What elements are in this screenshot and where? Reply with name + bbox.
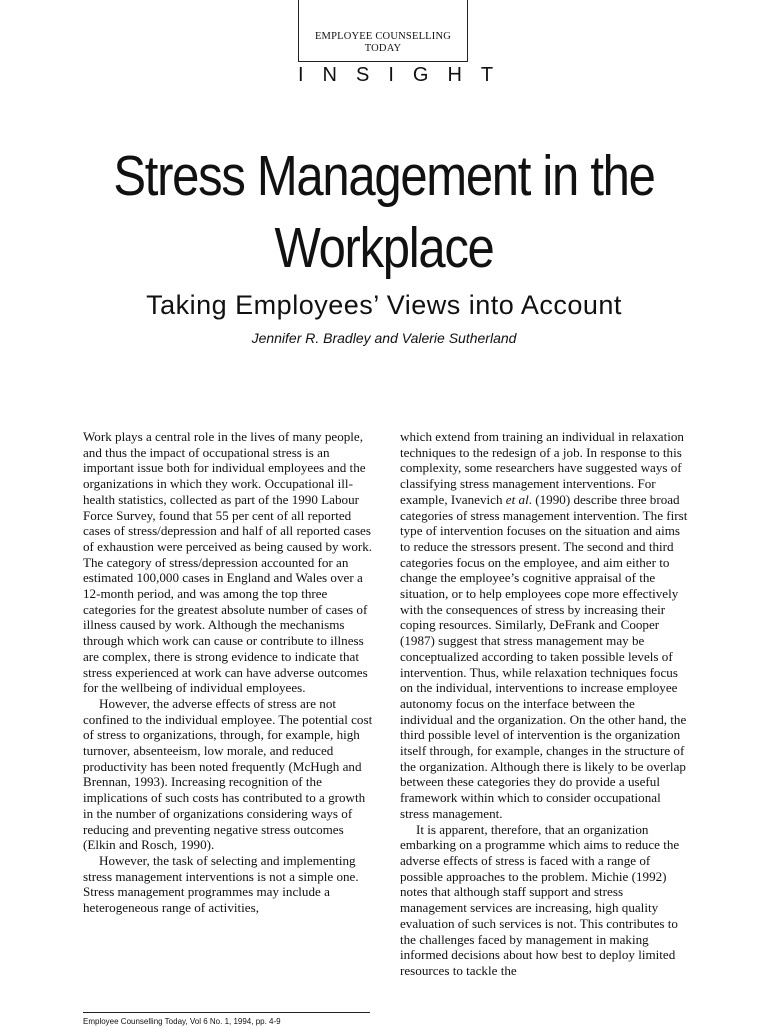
article-title-line1: Stress Management in the [113, 144, 655, 208]
article-title-line2: Workplace [274, 216, 494, 280]
journal-name-line1: EMPLOYEE COUNSELLING [314, 31, 452, 42]
footer-citation: Employee Counselling Today, Vol 6 No. 1, 1994, pp. 4-9 [83, 1017, 281, 1026]
footer-divider [83, 1012, 370, 1013]
body-column-right [400, 429, 688, 979]
section-label: INSIGHT [298, 64, 513, 86]
body-paragraph: Work plays a central role in the lives of many people, and thus the impact of occupational stress is an important issue both for individual employees and the organizations in which they work. Occupational ill-health statistics, collected as part of the 1990 Labour Force Survey, found that 55 per cent of all reported cases of stress/depression and half of all reported cases of exhaustion were perceived as being caused by work. The category of stress/depression accounted for an estimated 100,000 cases in England and Wales over a 12-month period, and was among the top three categories for the greatest absolute number of cases of illness caused by work. Although the mechanisms through which work can cause or contribute to illness are complex, there is strong evidence to indicate that stress experienced at work can have adverse outcomes for the wellbeing of individual employees. [83, 429, 373, 696]
body-text-italic: et al [505, 491, 529, 507]
body-text-run: . (1990) describe three broad categories of stress management intervention. The first type of intervention focuses on the situation and aims to reduce the stressors present. The second and third categories focus on the employee, and aim either to change the employee’s cognitive appraisal of the situation, or to help employees cope more effectively with the consequences of stress by increasing their coping resources. Similarly, DeFrank and Cooper (1987) suggest that stress management may be conceptualized according to taken possible levels of intervention. Thus, while relaxation techniques focus on the individual, interventions to increase employee autonomy focus on the interface between the individual and the organization. On the other hand, the third possible level of intervention is the organization itself through, for example, changes in the structure of the organization. Although there is likely to be overlap between these categories they do provide a useful framework within which to consider occupational stress management. [400, 491, 688, 821]
body-column-left [83, 429, 373, 916]
body-paragraph [400, 429, 688, 822]
journal-name-line2: TODAY [364, 43, 402, 54]
body-paragraph: However, the task of selecting and implementing stress management interventions is not a simple one. Stress management programmes may include a heterogeneous range of activities, [83, 852, 359, 916]
article-authors: Jennifer R. Bradley and Valerie Sutherland [251, 330, 517, 346]
article-title [54, 140, 714, 284]
journal-masthead [298, 0, 468, 62]
body-paragraph: It is apparent, therefore, that an organization embarking on a programme which aims to reduce the adverse effects of stress is faced with a range of possible approaches to the problem. Michie (1992) notes that although staff support and stress management services are increasing, high quality evaluation of such services is not. This contributes to the challenges faced by management in making informed decisions about how best to deploy limited resources to tackle the [400, 821, 680, 978]
article-subtitle: Taking Employees’ Views into Account [146, 290, 622, 320]
body-text-run: which extend from training an individual in relaxation techniques to the redesign of a job. In response to this complexity, some researchers have suggested ways of classifying stress management interventions. For example, Ivanevich [400, 429, 684, 507]
body-paragraph: However, the adverse effects of stress are not confined to the individual employee. The potential cost of stress to organizations, through, for example, high turnover, absenteeism, low morale, and reduced productivity has been noted frequently (McHugh and Brennan, 1993). Increasing recognition of the implications of such costs has contributed to a growth in the number of organizations considering ways of reducing and preventing negative stress outcomes (Elkin and Rosch, 1990). [83, 695, 373, 853]
